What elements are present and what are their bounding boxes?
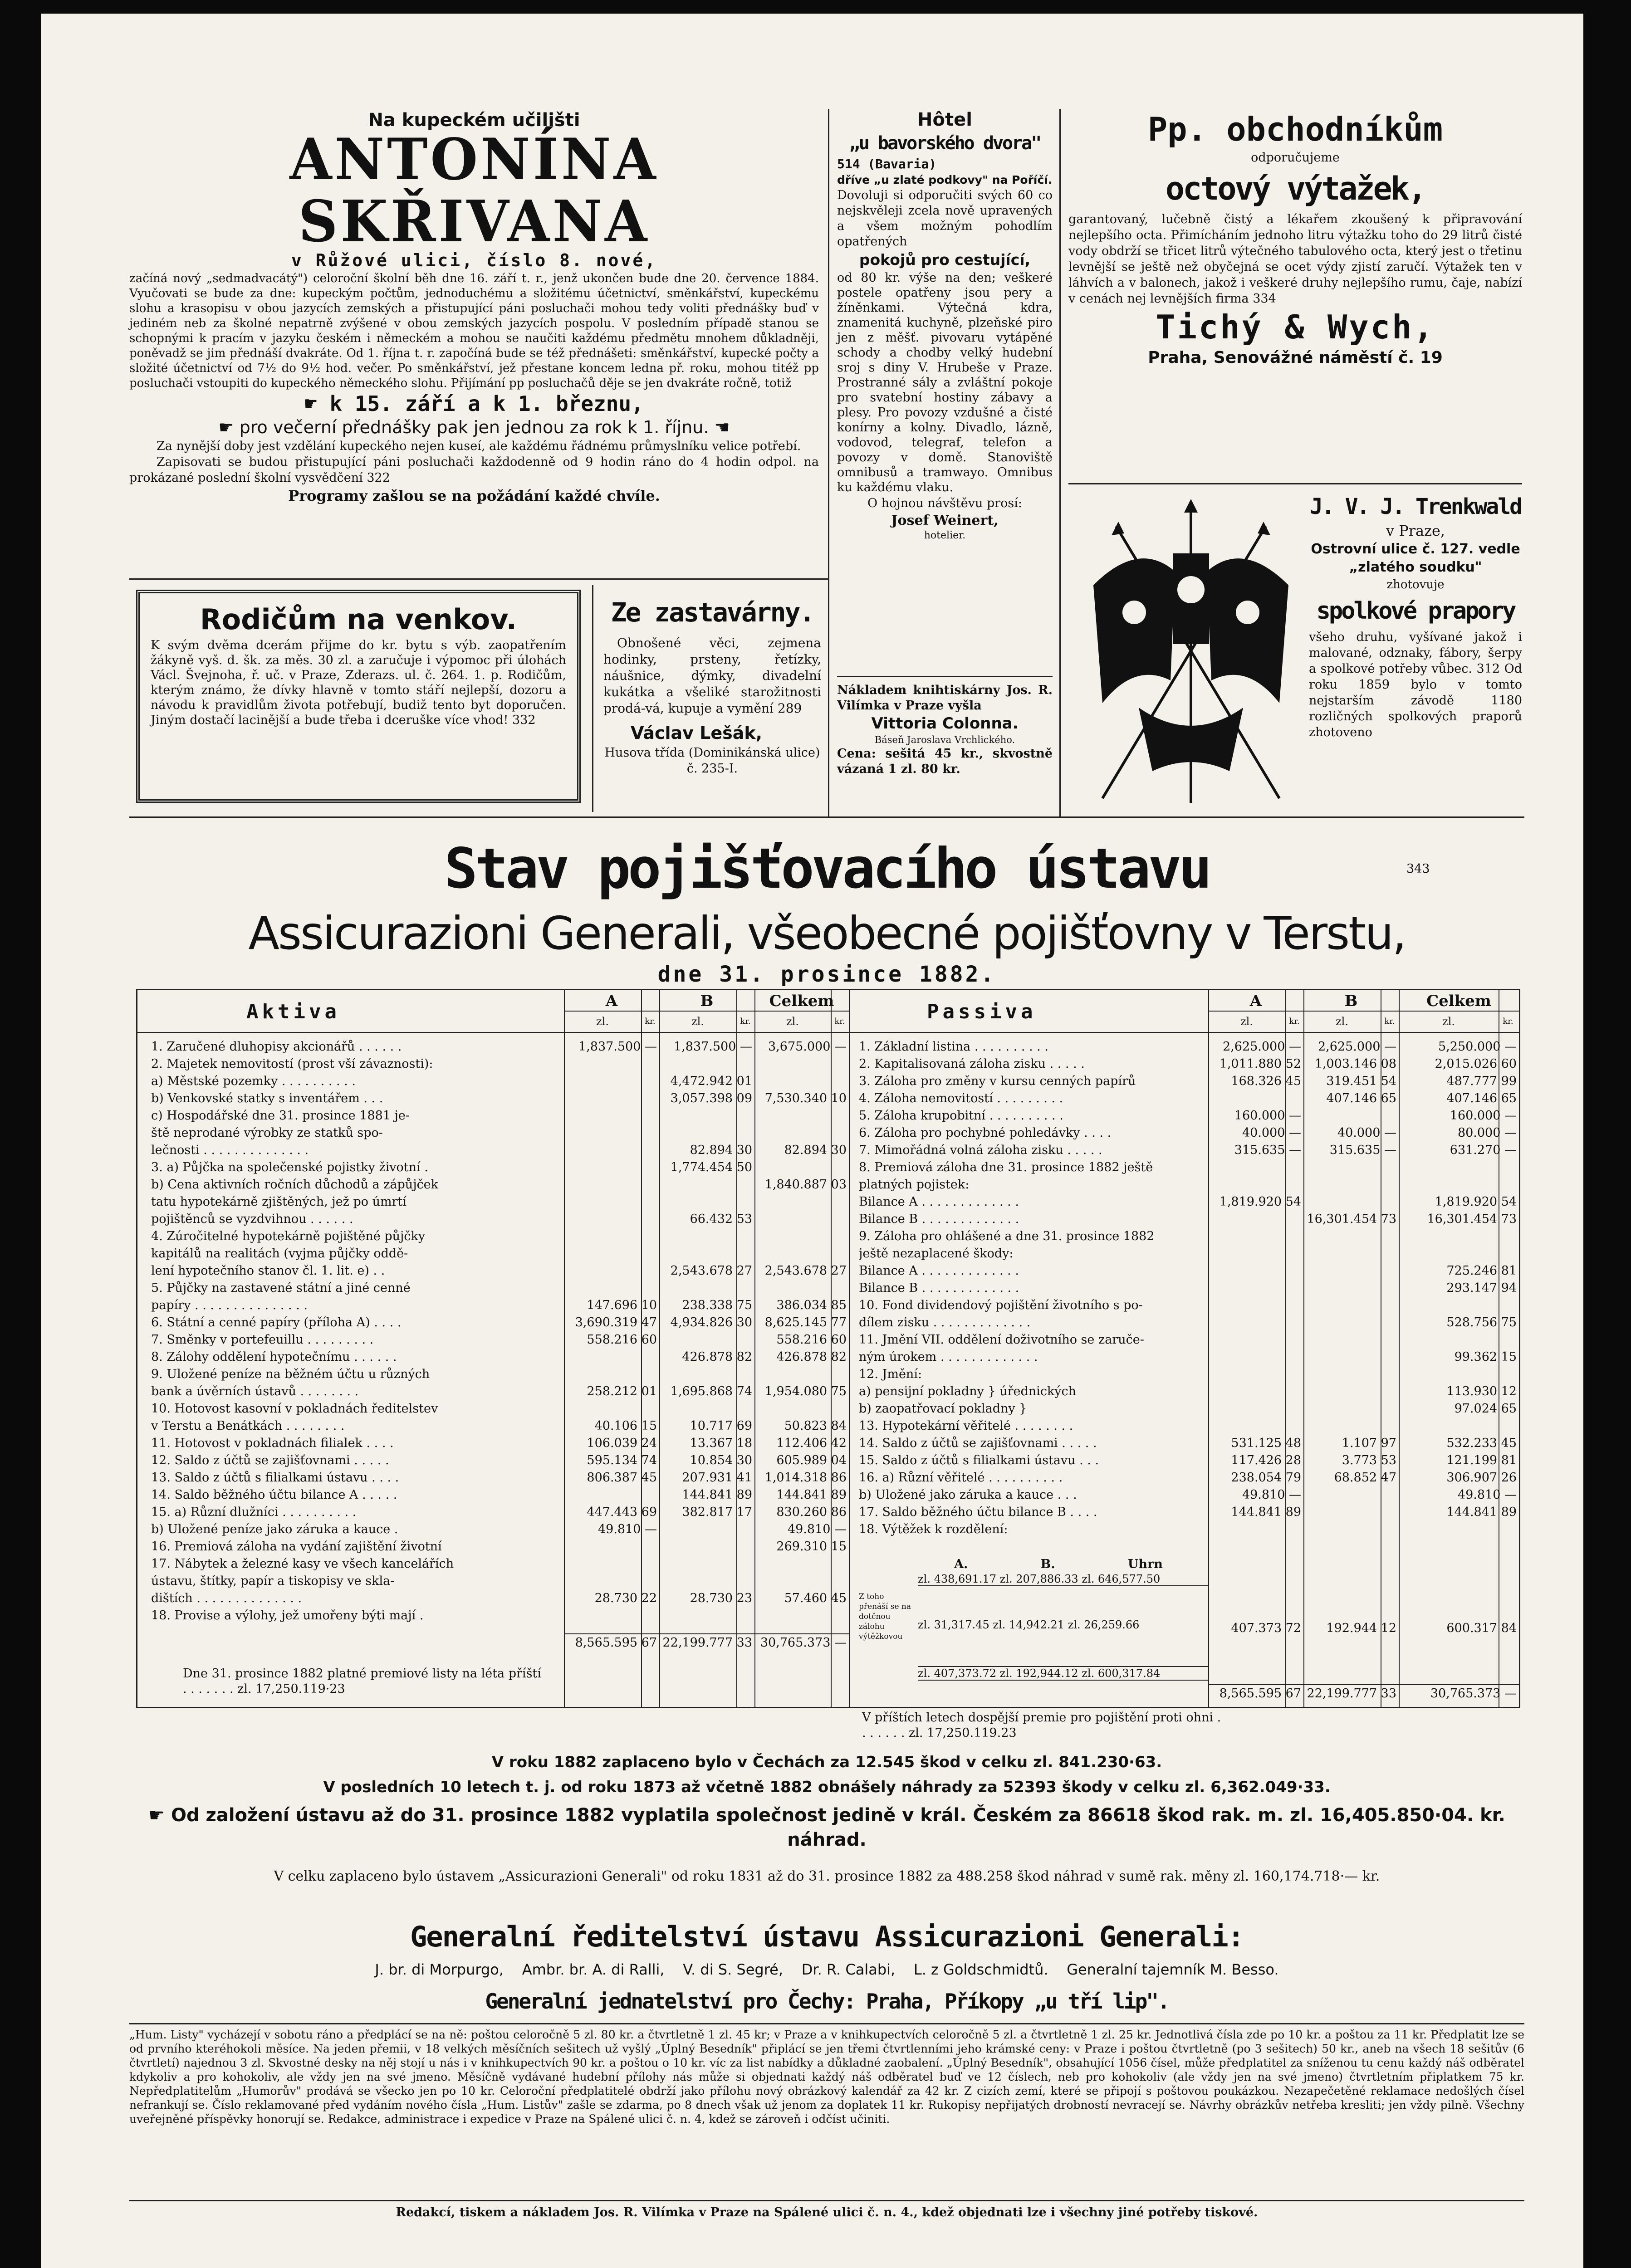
aktiva-row-a: 28.730 22 — [594, 1591, 657, 1605]
aktiva-row-label: papíry . . . . . . . . . . . . . . . — [151, 1298, 308, 1312]
ad-book — [837, 683, 1053, 777]
aktiva-row-t: 830.260 86 — [776, 1505, 847, 1519]
passiva-row-label: 5. Záloha krupobitní . . . . . . . . . . — [859, 1109, 1063, 1123]
passiva-row-label: 3. Záloha pro změny v kursu cenných papírů — [859, 1074, 1136, 1088]
passiva-row-b: 319.451 54 — [1326, 1074, 1396, 1088]
passiva-row-b: 68.852 47 — [1334, 1471, 1396, 1485]
directorate-title: Generalní ředitelství ústavu Assicurazioni Generali: — [410, 1920, 1244, 1953]
aktiva-row-label: 7. Směnky v portefeuillu . . . . . . . . . — [151, 1333, 374, 1347]
column-rule — [592, 585, 593, 812]
statement-date: dne 31. prosince 1882. — [657, 962, 996, 987]
ad-vinegar-firm: Tichý & Wych, — [1156, 308, 1435, 346]
passiva-row-t: 2,015.026 60 — [1435, 1057, 1517, 1071]
footer-rule — [129, 2023, 1524, 2024]
passiva-row-t: 5,250.000 — — [1438, 1040, 1517, 1054]
profit-row-1: zl. 438,691.17 zl. 207,886.33 zl. 646,577.50 — [918, 1573, 1208, 1586]
passiva-row-label: Bilance A . . . . . . . . . . . . . — [859, 1195, 1019, 1209]
summary-4: V celku zaplaceno bylo ústavem „Assicurazioni Generali" od roku 1831 až do 31. prosince 1882 za 488.258 škod náhrad v sumě rak. měny zl. 160,174.718·— kr. — [274, 1868, 1380, 1884]
passiva-row-label: 11. Jmění VII. oddělení doživotního se zaruče- — [859, 1333, 1144, 1347]
passiva-row-b: 40.000 — — [1337, 1126, 1396, 1140]
ad-book-sub: Báseň Jaroslava Vrchlického. — [874, 734, 1015, 745]
aktiva-row-b: 66.432 53 — [690, 1212, 752, 1226]
pointing-hand-icon: ☚ — [709, 417, 730, 437]
ad-school-note1: Za nynější doby jest vzdělání kupeckého nejen kuseí, ale každému řádnému průmyslníku velice potřebí. — [157, 439, 801, 453]
aktiva-row-t: 8,625.145 77 — [764, 1315, 847, 1330]
ad-hotel-name: Josef Weinert, — [891, 513, 999, 528]
aktiva-row-label: ště neprodané výrobky ze statků spo- — [151, 1126, 383, 1140]
column-total-header: Celkem — [769, 992, 834, 1010]
aktiva-row-label: 2. Majetek nemovitostí (prost vší závaznosti): — [151, 1057, 433, 1071]
newspaper-page — [41, 14, 1583, 2268]
ad-flags-product: spolkové prapory — [1316, 597, 1515, 625]
passiva-row-label: 14. Saldo z účtů se zajišťovnami . . . . . — [859, 1436, 1097, 1450]
ad-hotel-title: „u bavorského dvora" — [849, 133, 1041, 154]
aktiva-row-t: 426.878 82 — [776, 1350, 847, 1364]
ad-parents-body: K svým dvěma dcerám přijme do kr. bytu s výb. zaopatřením žákyně vyš. d. šk. za měs. 30 zl. a zaručuje i výpomoc při úlohách Václ. Švejnoha, ř. uč. v Praze, Zderazs. ul. č. 264. 1. p. Rodičům, kterým známo, že dívky hlavně v tomto stáří nejlepší, dozoru a návodu k pravidlům života potřebují, budiž tento byt doporučen. Jiným dostačí lacinější a bude třeba i dceruške více vhod! 332 — [151, 638, 566, 727]
aktiva-row-b: 13.367 18 — [690, 1436, 752, 1450]
column-a-header: A — [605, 992, 618, 1010]
aktiva-row-a: 106.039 24 — [587, 1436, 657, 1450]
column-kr-header: kr. — [645, 1017, 656, 1026]
aktiva-row-t: 605.989 04 — [776, 1453, 847, 1467]
ad-pawn — [603, 590, 821, 777]
aktiva-row-b: 382.817 17 — [682, 1505, 752, 1519]
aktiva-row-b: 144.841 89 — [682, 1488, 752, 1502]
aktiva-row-label: 8. Zálohy oddělení hypotečnímu . . . . . . — [151, 1350, 397, 1364]
aktiva-row-a: 1,837.500 — — [578, 1040, 657, 1054]
passiva-row-label: Bilance B . . . . . . . . . . . . . — [859, 1281, 1019, 1295]
passiva-row-label: 1. Základní listina . . . . . . . . . . — [859, 1040, 1048, 1054]
ad-hotel — [837, 109, 1053, 542]
passiva-row-t: 80.000 — — [1457, 1126, 1517, 1140]
aktiva-row-label: lečnosti . . . . . . . . . . . . . . — [151, 1143, 309, 1157]
aktiva-row-a: 558.216 60 — [587, 1333, 657, 1347]
ad-school-title: ANTONÍNA SKŘIVANA — [289, 126, 659, 255]
passiva-header: Passiva — [927, 1000, 1037, 1023]
summary-3: ☛ Od založení ústavu až do 31. prosince 1882 vyplatila společnost jedině v král. Českém za 86618 škod rak. m. zl. 16,405.850·04. kr. náhrad. — [148, 1805, 1505, 1850]
ad-vinegar-body: garantovaný, lučebně čistý a lékařem zkoušený k připravování nejlepšího octa. Přimícháním jednoho litru výtažku toho do 29 litrů čisté vody obdrží se třicet litrů výtečného tabulového octa, který jest o třetinu levnější se ještě než obyčejná se ocet výdy zjistí zaručí. Výtažek ten v láhvích a v balonech, jakož i veškeré druhy nejlepšího rumu, čaje, nabízí v cenách nej levnějších firma 334 — [1068, 212, 1522, 306]
passiva-row-label: 4. Záloha nemovitostí . . . . . . . . . — [859, 1091, 1063, 1105]
ad-flags-address: Ostrovní ulice č. 127. vedle „zlatého soudku" — [1311, 541, 1520, 575]
passiva-row-label: a) pensijní pokladny } úřednických — [859, 1384, 1077, 1398]
passiva-row-label: 16. a) Různí věřitelé . . . . . . . . . . — [859, 1471, 1063, 1485]
passiva-row-t: 407.146 65 — [1446, 1091, 1517, 1105]
ad-school-body: začíná nový „sedmadvacátý") celoroční školní běh dne 16. září t. r., jenž ukončen bude dne 20. července 1884. Vyučovati se bude za dne: kupeckým počtům, jednoduchému a složitému účetnictví, směnkářství, kupeckému slohu a krasopisu v obou jazycích zemských a přistupující páni posluchači mohou tedy voliti přednášky buď v jediném neb za školné nepatrně zvýšené v obou zemských jazycích pospolu. V posledním případě stanou se schopnými k pracím v jazyku českém i německém a mohou se naučiti každému předmětu mnohem důkladněji, poněvadž se jim přednáší dvakráte. Od 1. října t. r. započíná bude se též přednášeti: směnkářství, kupecké počty a složité účetnictví od 7½ do 9½ hod. večer. Po směnkářství, jež přestane koncem ledna př. roku, mohou titéž pp posluchači vstoupiti do kupeckého německého slohu. Přijímání pp posluchačů děje se jen dvakráte ročně, totiž — [129, 272, 819, 390]
passiva-row-a: 531.125 48 — [1231, 1436, 1301, 1450]
column-total-header: Celkem — [1426, 992, 1491, 1010]
ad-pawn-name: Václav Lešák, — [631, 723, 763, 743]
aktiva-row-t: 49.810 — — [787, 1522, 847, 1536]
aktiva-row-t: 1,014.318 86 — [764, 1471, 847, 1485]
aktiva-row-label: 17. Nábytek a železné kasy ve všech kancelářích — [151, 1557, 454, 1571]
aktiva-total-t: 30,765.373 — — [760, 1636, 847, 1650]
passiva-row-a: 315.635 — — [1234, 1143, 1301, 1157]
passiva-row-label: 9. Záloha pro ohlášené a dne 31. prosince 1882 — [859, 1229, 1155, 1243]
footer-subscription: „Hum. Listy" vycházejí v sobotu ráno a předplácí se na ně: poštou celoročně 5 zl. 80 kr. a čtvrtletně 1 zl. 45 kr; v Praze a v knihkupectvích celoročně 5 zl. a čtvrtletně 1 zl. 25 kr. Jednotlivá čísla zde po 10 kr. a poštou za 11 kr. Předplatit lze se od prvního kteréhokoli měsíce. Na jeden přemii, v 18 velkých měsíčních sešitech už vyšlý „Úplný Besedník" připlácí se jen třemi čtvrtlenními jeho krámské ceny: v Praze i poštou čtvrtletně (po 3 sešitech) 50 kr., aneb na všech 18 sešitův (6 čtvrtletí) najednou 3 zl. Skvostné desky na něj stojí u nás i v knihkupectvích 90 kr. a poštou o 10 kr. víc za list nabídky a důkladné zaobalení. „Úplný Besedník", obsahující 1056 čísel, může předplatitel za sníženou tu cenu každý náš odběratel kdykoliv a pro kohokoliv, ale vždy jen na své jmeno. Měsíčně vydávané hudební přílohy nás může si objednati každý náš odběratel buď ve 12 číslech, neb pro kohokoliv (ale vždy jen na své jmeno) čtvrtletním připlatkem 75 kr. Nepředplatitelům „Humorův" prodává se všecko jen po 10 kr. Celoroční předplatitelé obdrží jako přílohu nový obrázkový kalendář za 42 kr. Z cizích zemí, které se připojí s poštovou poukázkou. Nezapečetěné reklamace nedošlých čísel nefrankují se. Číslo reklamované před vydáním nového čísla „Hum. Listův" zašle se zdarma, po 8 dnech však už jenom za doplatek 11 kr. Rukopisy nepřijatých drobností nevracejí se. Návrhy obrázkův netřeba kresliti; jen vždy pilně. Všechny uveřejněné příspěvky honorují se. Redakce, administrace i expedice v Praze na Spálené ulici č. n. 4, kdež se zároveň i odčíst učiniti. — [129, 2028, 1524, 2126]
passiva-row-t: 725.246 81 — [1446, 1264, 1517, 1278]
aktiva-row-label: ústavu, štítky, papír a tiskopisy ve skla- — [151, 1574, 395, 1588]
aktiva-row-b: 82.894 30 — [690, 1143, 752, 1157]
aktiva-row-label: pojištěnců se vyzdvihnou . . . . . . — [151, 1212, 353, 1226]
statement-table — [136, 989, 1520, 1708]
aktiva-total-b: 22,199.777 33 — [662, 1636, 752, 1650]
column-zl-header: zl. — [1240, 1015, 1253, 1028]
passiva-note: V příštích letech dospější premie pro pojištění proti ohni . . . . . . . zl. 17,250.119.23 — [862, 1711, 1221, 1740]
ad-pawn-title: Ze zastavárny. — [611, 597, 814, 628]
passiva-total-b: 22,199.777 33 — [1307, 1686, 1396, 1701]
aktiva-row-b: 10.717 69 — [690, 1419, 752, 1433]
flags-illustration — [1075, 490, 1307, 807]
passiva-row-a: 2,625.000 — — [1223, 1040, 1301, 1054]
aktiva-row-t: 7,530.340 10 — [764, 1091, 847, 1105]
ad-book-title: Vittoria Colonna. — [871, 714, 1019, 733]
passiva-row-label: 6. Záloha pro pochybné pohledávky . . . . — [859, 1126, 1112, 1140]
passiva-row-b: 3.773 53 — [1342, 1453, 1396, 1467]
footer-rule — [129, 2200, 1524, 2201]
aktiva-row-a: 806.387 45 — [587, 1471, 657, 1485]
aktiva-row-label: 9. Uložené peníze na běžném účtu u různých — [151, 1367, 430, 1381]
passiva-row-t: 306.907 26 — [1446, 1471, 1517, 1485]
summary-2: V posledních 10 letech t. j. od roku 1873 až včetně 1882 obnášely náhrady za 52393 škody v celku zl. 6,362.049·33. — [323, 1778, 1331, 1796]
aktiva-row-label: b) Cena aktivních ročních důchodů a zápůjček — [151, 1178, 439, 1192]
aktiva-row-t: 3,675.000 — — [768, 1040, 847, 1054]
aktiva-row-b: 3,057.398 09 — [670, 1091, 752, 1105]
passiva-row-label: b) zaopatřovací pokladny } — [859, 1402, 1027, 1416]
aktiva-note: Dne 31. prosince 1882 platné premiové listy na léta příští . . . . . . . zl. 17,250.119·23 — [183, 1667, 541, 1696]
aktiva-total-a: 8,565.595 67 — [575, 1636, 657, 1650]
passiva-row-a: 144.841 89 — [1231, 1505, 1301, 1519]
aktiva-row-a: 595.134 74 — [587, 1453, 657, 1467]
passiva-total-t: 30,765.373 — — [1430, 1686, 1517, 1701]
statement-number: 343 — [1406, 862, 1430, 876]
ad-book-price: Cena: sešitá 45 kr., skvostně vázaná 1 zl. 80 kr. — [837, 747, 1053, 776]
passiva-row-label: 2. Kapitalisovaná záloha zisku . . . . . — [859, 1057, 1085, 1071]
column-kr-header: kr. — [1503, 1017, 1513, 1026]
pointing-hand-icon: ☛ — [218, 417, 240, 437]
column-zl-header: zl. — [1336, 1015, 1348, 1028]
aktiva-row-b: 426.878 82 — [682, 1350, 752, 1364]
aktiva-row-b: 1,837.500 — — [674, 1040, 752, 1054]
aktiva-row-label: bank a úvěrních ústavů . . . . . . . . — [151, 1384, 359, 1398]
profit-side-note: Z toho přenáší se na dotčnou zálohu výtěžkovou — [859, 1592, 911, 1641]
aktiva-row-label: 12. Saldo z účtů se zajišťovnami . . . . . — [151, 1453, 389, 1467]
ad-hotel-closing: O hojnou návštěvu prosí: — [867, 496, 1023, 510]
ad-school — [129, 109, 819, 506]
ad-vinegar-sub: odporučujeme — [1251, 151, 1340, 165]
ad-school-dates: ☛ k 15. září a k 1. březnu, — [304, 391, 644, 416]
ad-pawn-body: Obnošené věci, zejmena hodinky, prsteny, řetízky, náušnice, dýmky, divadelní kukátka a všeliké starožitnosti prodá-vá, kupuje a vymění 289 — [603, 635, 821, 716]
passiva-row-b: 1,003.146 08 — [1314, 1057, 1396, 1071]
ad-divider — [1068, 483, 1522, 484]
aktiva-row-a: 40.106 15 — [594, 1419, 657, 1433]
aktiva-row-b: 1,774.454 50 — [670, 1160, 752, 1174]
ad-hotel-line1: 514 (Bavaria) — [837, 156, 937, 171]
ad-vinegar-address: Praha, Senovážné náměstí č. 19 — [1148, 348, 1443, 367]
aktiva-row-label: 18. Provise a výlohy, jež umořeny býti mají . — [151, 1608, 424, 1623]
column-zl-header: zl. — [786, 1015, 799, 1028]
ad-divider — [129, 816, 1524, 818]
passiva-row-label: ným úrokem . . . . . . . . . . . . . — [859, 1350, 1038, 1364]
aktiva-row-label: 11. Hotovost v pokladnách filialek . . . . — [151, 1436, 394, 1450]
aktiva-row-label: v Terstu a Benátkách . . . . . . . . — [151, 1419, 345, 1433]
passiva-row-t: 1,819.920 54 — [1435, 1195, 1517, 1209]
aktiva-row-label: 10. Hotovost kasovní v pokladnách ředitelstev — [151, 1402, 438, 1416]
aktiva-row-label: 16. Premiová záloha na vydání zajištění životní — [151, 1540, 442, 1554]
ad-hotel-line2: dříve „u zlaté podkovy" na Poříčí. — [837, 173, 1053, 186]
aktiva-row-a: 258.212 01 — [587, 1384, 657, 1398]
ad-hotel-rooms: pokojů pro cestující, — [859, 251, 1031, 269]
aktiva-row-b: 4,472.942 01 — [670, 1074, 752, 1088]
passiva-row-label: 8. Premiová záloha dne 31. prosince 1882 ještě — [859, 1160, 1153, 1174]
passiva-row-b: 315.635 — — [1329, 1143, 1396, 1157]
aktiva-row-label: kapitálů na realitách (vyjma půjčky oddě- — [151, 1246, 408, 1261]
aktiva-row-t: 386.034 85 — [776, 1298, 847, 1312]
aktiva-row-t: 144.841 89 — [776, 1488, 847, 1502]
ad-school-evening: ☛ pro večerní přednášky pak jen jednou za rok k 1. říjnu. ☚ — [218, 417, 730, 437]
aktiva-row-t: 558.216 60 — [776, 1333, 847, 1347]
summary-1: V roku 1882 zaplaceno bylo v Čechách za 12.545 škod v celku zl. 841.230·63. — [491, 1753, 1162, 1771]
passiva-row-a: 1,819.920 54 — [1219, 1195, 1301, 1209]
profit-row-3: zl. 407,373.72 zl. 192,944.12 zl. 600,317.84 — [918, 1666, 1208, 1681]
passiva-row-t: 631.270 — — [1450, 1143, 1517, 1157]
passiva-row-a: 168.326 45 — [1231, 1074, 1301, 1088]
aktiva-row-t: 2,543.678 27 — [764, 1264, 847, 1278]
passiva-row-label: b) Uložené jako záruka a kauce . . . — [859, 1488, 1077, 1502]
passiva-row-a: 160.000 — — [1234, 1109, 1301, 1123]
passiva-row-label: 17. Saldo běžného účtu bilance B . . . . — [859, 1505, 1097, 1519]
ad-divider — [129, 578, 828, 580]
ad-hotel-role: hotelier. — [924, 530, 966, 541]
column-a-header: A — [1249, 992, 1262, 1010]
ad-parents — [136, 590, 581, 803]
footer-imprint: Redakcí, tiskem a nákladem Jos. R. Vilímka v Praze na Spálené ulici č. n. 4., kdež objednati lze i všechny jiné potřeby tiskové. — [396, 2205, 1258, 2219]
passiva-row-t: 16,301.454 73 — [1427, 1212, 1517, 1226]
ad-vinegar-product: octový výtažek, — [1165, 170, 1425, 207]
aktiva-row-t: 269.310 15 — [776, 1540, 847, 1554]
ad-school-footer: Programy zašlou se na požádání každé chvíle. — [288, 487, 660, 504]
passiva-row-b: 407.146 65 — [1326, 1091, 1396, 1105]
ad-divider — [837, 676, 1053, 677]
profit-a: 407.373 72 — [1231, 1621, 1301, 1635]
passiva-row-t: 99.362 15 — [1454, 1350, 1517, 1364]
passiva-row-label: Bilance A . . . . . . . . . . . . . — [859, 1264, 1019, 1278]
passiva-row-label: dílem zisku . . . . . . . . . . . . . — [859, 1315, 1031, 1330]
passiva-row-label: 18. Výtěžek k rozdělení: — [859, 1522, 1008, 1536]
passiva-row-a: 40.000 — — [1242, 1126, 1301, 1140]
passiva-row-a: 49.810 — — [1242, 1488, 1301, 1502]
passiva-row-t: 293.147 94 — [1446, 1281, 1517, 1295]
passiva-row-t: 121.199 81 — [1446, 1453, 1517, 1467]
agency-line: Generalní jednatelství pro Čechy: Praha, Příkopy „u tří lip". — [485, 1989, 1169, 2014]
profit-b: 192.944 12 — [1326, 1621, 1396, 1635]
banner-icon — [1075, 490, 1307, 807]
ad-school-address: v Růžové ulici, číslo 8. nové, — [291, 250, 657, 270]
ad-flags-name: J. V. J. Trenkwald — [1309, 494, 1522, 519]
passiva-row-label: Bilance B . . . . . . . . . . . . . — [859, 1212, 1019, 1226]
passiva-row-label: 15. Saldo z účtů s filialkami ústavu . . . — [859, 1453, 1099, 1467]
profit-t: 600.317 84 — [1446, 1621, 1517, 1635]
ad-vinegar — [1068, 109, 1522, 368]
aktiva-row-b: 4,934.826 30 — [670, 1315, 752, 1330]
ad-book-text: Nákladem knihtiskárny Jos. R. Vilímka v Praze vyšla — [837, 683, 1053, 713]
ad-flags-makes: zhotovuje — [1386, 578, 1445, 591]
column-zl-header: zl. — [596, 1015, 609, 1028]
aktiva-row-b: 1,695.868 74 — [670, 1384, 752, 1398]
aktiva-row-label: dištích . . . . . . . . . . . . . . — [151, 1591, 302, 1605]
ad-pawn-address: Husova třída (Dominikánská ulice) č. 235-I. — [604, 746, 820, 776]
aktiva-row-label: tatu hypotekárně zjištěných, jež po úmrtí — [151, 1195, 407, 1209]
ad-hotel-body2: od 80 kr. výše na den; veškeré postele opatřeny jsou pery a žíněnkami. Výtečná kdra, znamenitá kuchyně, plzeňské piro jen z měšť. pivovaru vytápěné schody a chodby velký hudební sroj s diny V. Hrubeše v Praze. Prostranné sály a zvláštní pokoje pro svatební hostiny zábavy a plesy. Pro povozy vzdušné a čisté konírny a kolny. Divadlo, lázně, vodovod, telegraf, telefon a povozy v domě. Stanoviště omnibusů a tramwayo. Omnibus ku každému vlaku. — [837, 271, 1053, 494]
column-zl-header: zl. — [1442, 1015, 1455, 1028]
aktiva-row-t: 112.406 42 — [776, 1436, 847, 1450]
column-kr-header: kr. — [834, 1017, 845, 1026]
passiva-row-a: 1,011.880 52 — [1219, 1057, 1301, 1071]
ad-flags-body: všeho druhu, vyšívané jakož i malované, odznaky, fábory, šerpy a spolkové potřeby vůbec. 312 Od roku 1859 bylo v tomto nejstarším závodě 1180 rozličných spolkových praporů zhotoveno — [1309, 630, 1522, 739]
passiva-row-b: 16,301.454 73 — [1307, 1212, 1396, 1226]
passiva-row-t: 49.810 — — [1457, 1488, 1517, 1502]
aktiva-row-t: 1,954.080 75 — [764, 1384, 847, 1398]
aktiva-row-label: b) Uložené peníze jako záruka a kauce . — [151, 1522, 398, 1536]
passiva-row-t: 144.841 89 — [1446, 1505, 1517, 1519]
passiva-row-label: 7. Mimořádná volná záloha zisku . . . . . — [859, 1143, 1102, 1157]
aktiva-row-label: 15. a) Různí dlužníci . . . . . . . . . . — [151, 1505, 357, 1519]
ad-parents-title: Rodičům na venkov. — [200, 603, 517, 636]
profit-head: A. B. Uhrn — [954, 1557, 1163, 1571]
passiva-row-t: 528.756 75 — [1446, 1315, 1517, 1330]
column-zl-header: zl. — [691, 1015, 704, 1028]
aktiva-row-a: 147.696 10 — [587, 1298, 657, 1312]
column-rule — [828, 109, 829, 816]
statement-company: Assicurazioni Generali, všeobecné pojišťovny v Terstu, — [248, 907, 1406, 960]
aktiva-row-a: 49.810 — — [598, 1522, 657, 1536]
passiva-row-a: 238.054 79 — [1231, 1471, 1301, 1485]
aktiva-row-b: 28.730 23 — [690, 1591, 752, 1605]
passiva-row-a: 117.426 28 — [1231, 1453, 1301, 1467]
aktiva-row-b: 207.931 41 — [682, 1471, 752, 1485]
aktiva-row-a: 447.443 69 — [587, 1505, 657, 1519]
aktiva-row-label: 13. Saldo z účtů s filialkami ústavu . . . . — [151, 1471, 399, 1485]
ad-flags — [1309, 492, 1522, 740]
passiva-row-t: 97.024 65 — [1454, 1402, 1517, 1416]
aktiva-row-b: 238.338 75 — [682, 1298, 752, 1312]
passiva-row-label: 13. Hypotekární věřitelé . . . . . . . . — [859, 1419, 1073, 1433]
passiva-row-t: 113.930 12 — [1446, 1384, 1517, 1398]
aktiva-row-label: 4. Zúročitelné hypotekárně pojištěné půjčky — [151, 1229, 426, 1243]
pointing-hand-icon: ☛ — [304, 391, 330, 416]
passiva-row-b: 1.107 97 — [1342, 1436, 1396, 1450]
passiva-row-b: 2,625.000 — — [1318, 1040, 1396, 1054]
aktiva-row-a: 3,690.319 47 — [575, 1315, 657, 1330]
aktiva-row-t: 1,840.887 03 — [764, 1178, 847, 1192]
aktiva-row-b: 2,543.678 27 — [670, 1264, 752, 1278]
passiva-row-label: ještě nezaplacené škody: — [859, 1246, 1014, 1261]
statement-headline: Stav pojišťovacího ústavu — [444, 836, 1210, 901]
ad-hotel-pre: Hôtel — [917, 109, 972, 130]
passiva-total-a: 8,565.595 67 — [1219, 1686, 1301, 1701]
aktiva-header: Aktiva — [246, 1000, 340, 1023]
aktiva-row-label: 3. a) Půjčka na společenské pojistky životní . — [151, 1160, 428, 1174]
column-b-header: B — [700, 992, 714, 1010]
ad-hotel-body: Dovoluji si odporučiti svých 60 co nejskvěleji zcela nově upravených a všem možným pohodlím opatřených — [837, 188, 1053, 249]
aktiva-row-t: 82.894 30 — [784, 1143, 847, 1157]
pointing-hand-icon: ☛ — [148, 1805, 171, 1826]
aktiva-row-label: a) Městské pozemky . . . . . . . . . . — [151, 1074, 356, 1088]
ad-school-preheader: Na kupeckém učilišti — [368, 110, 580, 131]
passiva-row-t: 532.233 45 — [1446, 1436, 1517, 1450]
directors-list: J. br. di Morpurgo, Ambr. br. A. di Ralli, V. di S. Segré, Dr. R. Calabi, L. z Goldschmidtů. Generalní tajemník M. Besso. — [375, 1961, 1279, 1978]
profit-row-2: zl. 31,317.45 zl. 14,942.21 zl. 26,259.66 — [918, 1618, 1140, 1631]
ad-school-note2: Zapisovati se budou přistupující páni posluchači každodenně od 9 hodin ráno do 4 hodin odpol. na prokázané poslední školní vysvědčení 322 — [129, 455, 819, 485]
column-kr-header: kr. — [1289, 1017, 1300, 1026]
column-b-header: B — [1344, 992, 1358, 1010]
ad-flags-city: v Praze, — [1386, 522, 1445, 539]
passiva-row-t: 160.000 — — [1450, 1109, 1517, 1123]
passiva-row-label: 12. Jmění: — [859, 1367, 922, 1381]
aktiva-row-label: 5. Půjčky na zastavené státní a jiné cenné — [151, 1281, 411, 1295]
passiva-row-label: 10. Fond dividendový pojištění životního s po- — [859, 1298, 1143, 1312]
aktiva-row-label: c) Hospodářské dne 31. prosince 1881 je- — [151, 1109, 410, 1123]
aktiva-row-label: lení hypotečního stanov čl. 1. lit. e) . . — [151, 1264, 385, 1278]
aktiva-row-t: 57.460 45 — [784, 1591, 847, 1605]
passiva-row-t: 487.777 99 — [1446, 1074, 1517, 1088]
column-kr-header: kr. — [740, 1017, 751, 1026]
aktiva-row-label: 6. Státní a cenné papíry (příloha A) . . . . — [151, 1315, 402, 1330]
passiva-row-label: platných pojistek: — [859, 1178, 970, 1192]
column-rule — [1059, 109, 1061, 816]
aktiva-row-label: 14. Saldo běžného účtu bilance A . . . . . — [151, 1488, 397, 1502]
ad-vinegar-title: Pp. obchodníkům — [1147, 110, 1443, 148]
aktiva-row-label: 1. Zaručené dluhopisy akcionářů . . . . . . — [151, 1040, 402, 1054]
aktiva-row-t: 50.823 84 — [784, 1419, 847, 1433]
aktiva-row-label: b) Venkovské statky s inventářem . . . — [151, 1091, 383, 1105]
column-kr-header: kr. — [1384, 1017, 1395, 1026]
aktiva-row-b: 10.854 30 — [690, 1453, 752, 1467]
